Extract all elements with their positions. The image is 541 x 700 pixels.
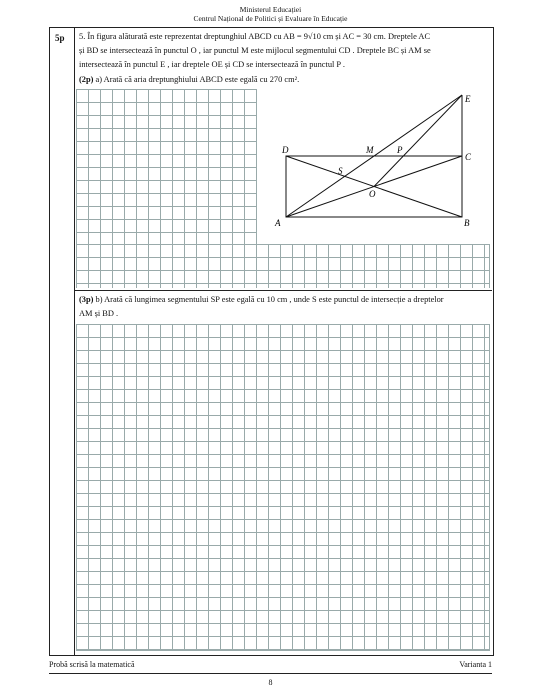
- problem-points: 5p: [55, 33, 65, 43]
- page-number: 8: [268, 678, 273, 687]
- problem-statement-line1: 5. În figura alăturată este reprezentat dreptunghiul ABCD cu AB = 9√10 cm și AC = 30 cm. Dreptele AC: [79, 32, 431, 41]
- problem-statement-line3: intersectează în punctul E , iar dreptele OE și CD se intersectează în punctul P .: [79, 60, 345, 69]
- label-o: O: [369, 189, 376, 199]
- problem-statement-line2: și BD se intersectează în punctul O , iar punctul M este mijlocul segmentului CD . Dreptele BC și AM se: [79, 46, 431, 55]
- score-column: [49, 27, 75, 656]
- footer-subject: Probă scrisă la matematică: [49, 660, 135, 669]
- part-a-text: a) Arată că aria dreptunghiului ABCD este egală cu 270 cm².: [93, 75, 300, 84]
- line-oe: [374, 95, 462, 187]
- part-b-line2: AM și BD .: [79, 309, 119, 318]
- part-separator: [74, 290, 492, 291]
- label-a: A: [275, 218, 281, 228]
- answer-grid-a-left[interactable]: [76, 89, 257, 245]
- footer-variant: Varianta 1: [459, 660, 492, 669]
- label-s: S: [338, 166, 343, 176]
- part-b-points: (3p): [79, 295, 94, 304]
- label-e: E: [465, 94, 471, 104]
- footer-divider: [49, 673, 492, 674]
- part-b-text: b) Arată că lungimea segmentului SP este egală cu 10 cm , unde S este punctul de intersecție a dreptelor: [93, 295, 444, 304]
- label-m: M: [366, 145, 374, 155]
- part-a-points: (2p): [79, 75, 94, 84]
- label-p: P: [397, 145, 403, 155]
- label-b: B: [464, 218, 470, 228]
- geometry-figure: [270, 90, 485, 240]
- part-b-line1: [79, 293, 444, 307]
- answer-grid-b[interactable]: [76, 324, 490, 651]
- label-d: D: [282, 145, 289, 155]
- part-a: [79, 73, 299, 87]
- header-center: Centrul Național de Politici și Evaluare în Educație: [193, 14, 348, 23]
- answer-grid-a-bottom[interactable]: [76, 244, 490, 288]
- header-ministry: Ministerul Educației: [239, 5, 302, 14]
- label-c: C: [465, 152, 472, 162]
